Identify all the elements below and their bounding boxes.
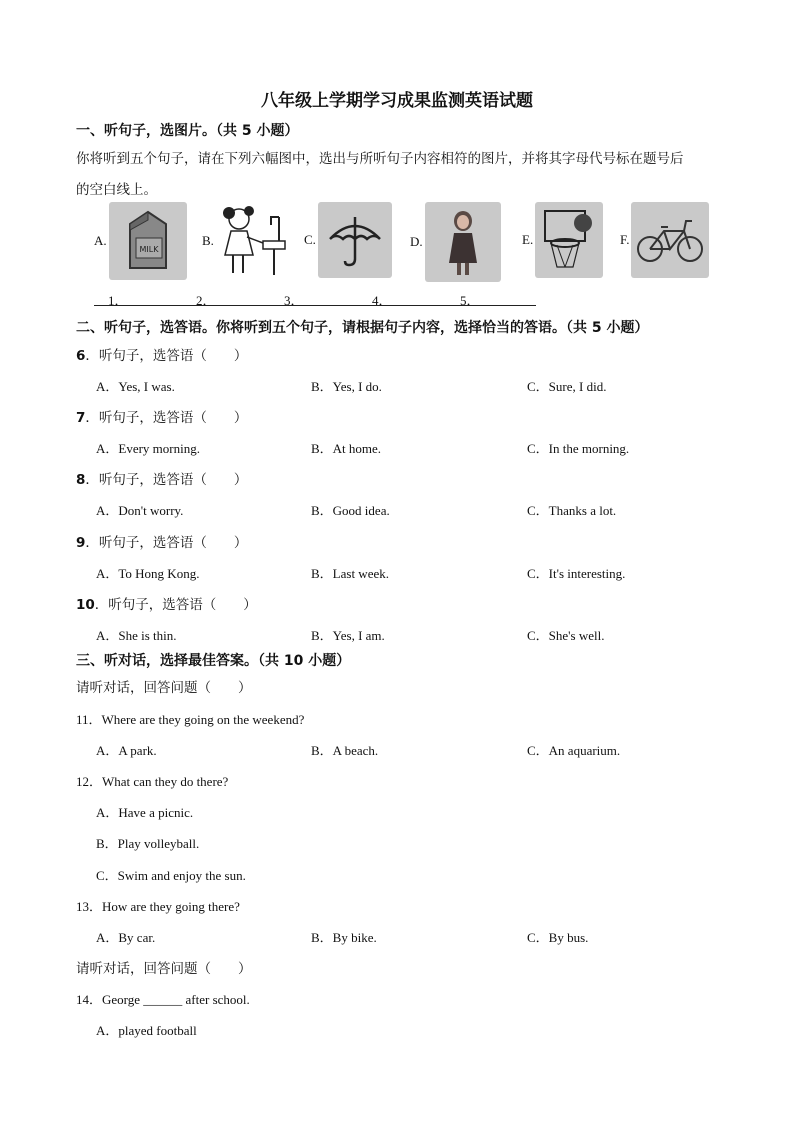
picture-f xyxy=(620,202,709,278)
question-number: 10 xyxy=(76,597,95,613)
section3-prompt-1: 请听对话，回答问题（ ） xyxy=(76,680,252,696)
milk-carton-icon xyxy=(109,202,187,280)
question-7-option-a[interactable]: A．Every morning. xyxy=(96,441,200,456)
blank-4[interactable]: 4． xyxy=(372,293,392,308)
question-7-option-b[interactable]: B．At home. xyxy=(311,441,382,456)
question-13-stem: 13．How are they going there? xyxy=(76,899,240,914)
picture-letter: C. xyxy=(304,232,316,247)
question-10-option-a[interactable]: A．She is thin. xyxy=(96,628,177,643)
picture-d xyxy=(410,202,501,282)
question-9-option-a[interactable]: A．To Hong Kong. xyxy=(96,566,200,581)
question-14-stem: 14．George ______ after school. xyxy=(76,992,250,1007)
picture-letter: F. xyxy=(620,232,630,247)
page-title: 八年级上学期学习成果监测英语试题 xyxy=(261,91,533,111)
question-6-option-a[interactable]: A．Yes, I was. xyxy=(96,379,175,394)
girl-icon xyxy=(425,202,501,282)
question-6-stem xyxy=(76,344,247,364)
question-10-option-c[interactable]: C．She's well. xyxy=(527,628,605,643)
question-13-option-a[interactable]: A．By car. xyxy=(96,930,156,945)
picture-a xyxy=(94,202,187,280)
svg-text:MILK: MILK xyxy=(139,245,159,254)
section3-prompt-2: 请听对话，回答问题（ ） xyxy=(76,961,252,977)
question-7-option-c[interactable]: C．In the morning. xyxy=(527,441,630,456)
section1-instruction-line2: 的空白线上。 xyxy=(76,182,157,198)
question-14-option-a[interactable]: A．played football xyxy=(96,1023,197,1038)
picture-e xyxy=(522,202,603,278)
section2-heading: 二、听句子，选答语。你将听到五个句子，请根据句子内容，选择恰当的答语。（共 5 小题） xyxy=(76,320,649,336)
question-number: 7 xyxy=(76,410,86,426)
question-8-stem xyxy=(76,468,247,488)
umbrella-icon xyxy=(318,202,392,278)
question-8-option-a[interactable]: A．Don't worry. xyxy=(96,503,184,518)
question-12-option-b[interactable]: B．Play volleyball. xyxy=(96,836,200,851)
picture-b xyxy=(202,202,292,280)
question-13-option-c[interactable]: C．By bus. xyxy=(527,930,589,945)
question-12-option-a[interactable]: A．Have a picnic. xyxy=(96,805,194,820)
section1-heading: 一、听句子，选图片。（共 5 小题） xyxy=(76,123,299,139)
question-text: ．听句子，选答语（ ） xyxy=(85,472,248,488)
picture-letter: E. xyxy=(522,232,534,247)
question-9-option-b[interactable]: B．Last week. xyxy=(311,566,389,581)
blank-2[interactable]: 2． xyxy=(196,293,216,308)
question-8-option-b[interactable]: B．Good idea. xyxy=(311,503,390,518)
picture-c xyxy=(304,202,392,278)
question-number: 8 xyxy=(76,472,86,488)
question-text: ．听句子，选答语（ ） xyxy=(94,597,257,613)
question-13-option-b[interactable]: B．By bike. xyxy=(311,930,377,945)
section1-instruction-line1: 你将听到五个句子，请在下列六幅图中，选出与所听句子内容相符的图片，并将其字母代号标在题号后 xyxy=(76,151,684,167)
blank-1[interactable]: 1． xyxy=(108,293,128,308)
question-12-option-c[interactable]: C．Swim and enjoy the sun. xyxy=(96,868,246,883)
question-11-stem: 11．Where are they going on the weekend? xyxy=(76,712,305,727)
blank-underline xyxy=(94,305,536,306)
girl-washing-hands-icon xyxy=(216,202,292,280)
question-10-stem xyxy=(76,593,257,613)
picture-letter: D. xyxy=(410,234,423,249)
section3-heading: 三、听对话，选择最佳答案。（共 10 小题） xyxy=(76,653,351,669)
question-11-option-b[interactable]: B．A beach. xyxy=(311,743,379,758)
blank-3[interactable]: 3． xyxy=(284,293,304,308)
question-text: ．听句子，选答语（ ） xyxy=(85,410,248,426)
question-9-option-c[interactable]: C．It's interesting. xyxy=(527,566,626,581)
question-text: ．听句子，选答语（ ） xyxy=(85,348,248,364)
question-number: 9 xyxy=(76,535,86,551)
question-number: 6 xyxy=(76,348,86,364)
question-6-option-b[interactable]: B．Yes, I do. xyxy=(311,379,382,394)
question-8-option-c[interactable]: C．Thanks a lot. xyxy=(527,503,617,518)
question-11-option-a[interactable]: A．A park. xyxy=(96,743,157,758)
picture-row xyxy=(92,202,722,284)
basketball-hoop-icon xyxy=(535,202,603,278)
question-12-stem: 12．What can they do there? xyxy=(76,774,229,789)
question-9-stem xyxy=(76,531,247,551)
bicycle-icon xyxy=(631,202,709,278)
question-11-option-c[interactable]: C．An aquarium. xyxy=(527,743,621,758)
picture-letter: A. xyxy=(94,233,107,248)
blank-5[interactable]: 5． xyxy=(460,293,480,308)
question-6-option-c[interactable]: C．Sure, I did. xyxy=(527,379,607,394)
question-7-stem xyxy=(76,406,247,426)
picture-letter: B. xyxy=(202,233,214,248)
question-10-option-b[interactable]: B．Yes, I am. xyxy=(311,628,385,643)
question-text: ．听句子，选答语（ ） xyxy=(85,535,248,551)
